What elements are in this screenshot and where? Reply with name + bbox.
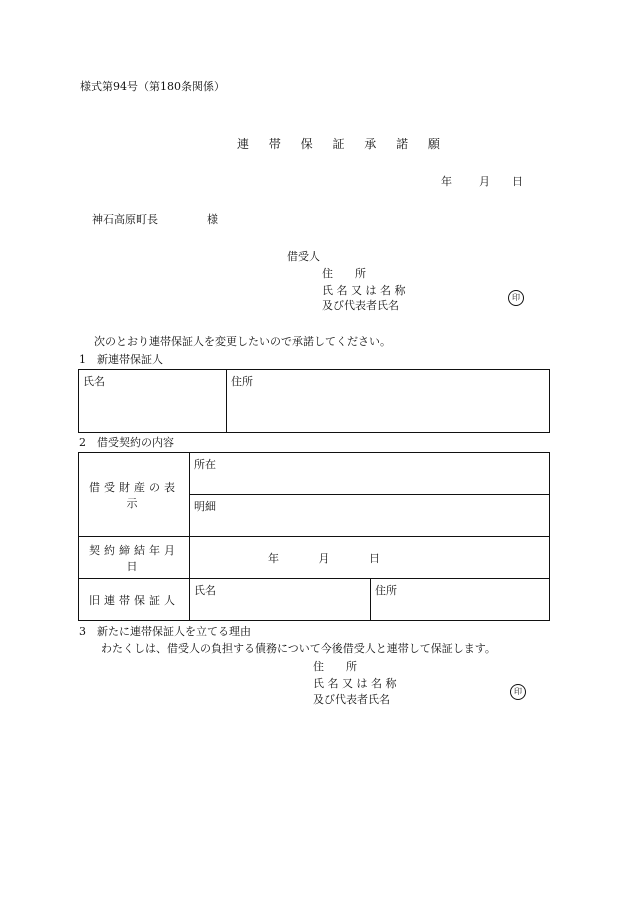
contract-date-cell[interactable] bbox=[190, 537, 550, 579]
applicant-seal: 印 bbox=[508, 290, 524, 306]
section2-heading: 2 借受契約の内容 bbox=[79, 436, 174, 449]
contract-year-label: 年 bbox=[268, 551, 279, 565]
guarantor-representative-label: 及び代表者氏名 bbox=[313, 693, 390, 706]
property-details-label: 明細 bbox=[194, 500, 216, 513]
addressee-name: 神石高原町長 bbox=[92, 213, 158, 226]
old-guarantor-address-cell[interactable] bbox=[371, 579, 550, 621]
section3-heading: 3 新たに連帯保証人を立てる理由 bbox=[79, 625, 251, 638]
contract-details-table bbox=[78, 452, 550, 621]
contract-day-label: 日 bbox=[369, 551, 380, 565]
applicant-representative-label: 及び代表者氏名 bbox=[322, 299, 399, 312]
date-month: 月 bbox=[479, 175, 490, 188]
guarantor-address-label: 住 所 bbox=[313, 660, 357, 673]
property-display-label: 借受財産の表示 bbox=[79, 453, 190, 537]
new-guarantor-address-label: 住所 bbox=[231, 375, 253, 388]
section1-heading: 1 新連帯保証人 bbox=[79, 353, 163, 366]
property-location-cell[interactable] bbox=[190, 453, 550, 495]
form-number: 様式第94号（第180条関係） bbox=[80, 80, 225, 93]
new-guarantor-address-cell[interactable] bbox=[227, 370, 550, 433]
intro-text: 次のとおり連帯保証人を変更したいので承諾してください。 bbox=[94, 335, 391, 348]
new-guarantor-name-label: 氏名 bbox=[83, 375, 105, 388]
property-location-label: 所在 bbox=[194, 458, 216, 471]
old-guarantor-label: 旧連帯保証人 bbox=[79, 579, 190, 621]
guarantor-name-label: 氏 名 又 は 名 称 bbox=[313, 677, 397, 690]
contract-month-label: 月 bbox=[318, 551, 330, 565]
guarantee-statement: わたくしは、借受人の負担する債務について今後借受人と連帯して保証します。 bbox=[101, 642, 496, 655]
date-year: 年 bbox=[441, 175, 452, 188]
applicant-heading: 借受人 bbox=[287, 250, 320, 263]
old-guarantor-name-cell[interactable] bbox=[190, 579, 371, 621]
date-day: 日 bbox=[512, 175, 523, 188]
old-guarantor-address-label: 住所 bbox=[375, 584, 397, 597]
applicant-address-label: 住 所 bbox=[322, 267, 366, 280]
addressee-honorific: 様 bbox=[207, 213, 218, 226]
new-guarantor-name-cell[interactable] bbox=[79, 370, 227, 433]
old-guarantor-name-label: 氏名 bbox=[194, 584, 216, 597]
guarantor-seal: 印 bbox=[510, 684, 526, 700]
contract-date-label: 契約締結年月日 bbox=[79, 537, 190, 579]
property-details-cell[interactable] bbox=[190, 495, 550, 537]
document-title: 連 帯 保 証 承 諾 願 bbox=[237, 137, 448, 151]
applicant-name-label: 氏 名 又 は 名 称 bbox=[322, 284, 406, 297]
new-guarantor-table bbox=[78, 369, 550, 433]
